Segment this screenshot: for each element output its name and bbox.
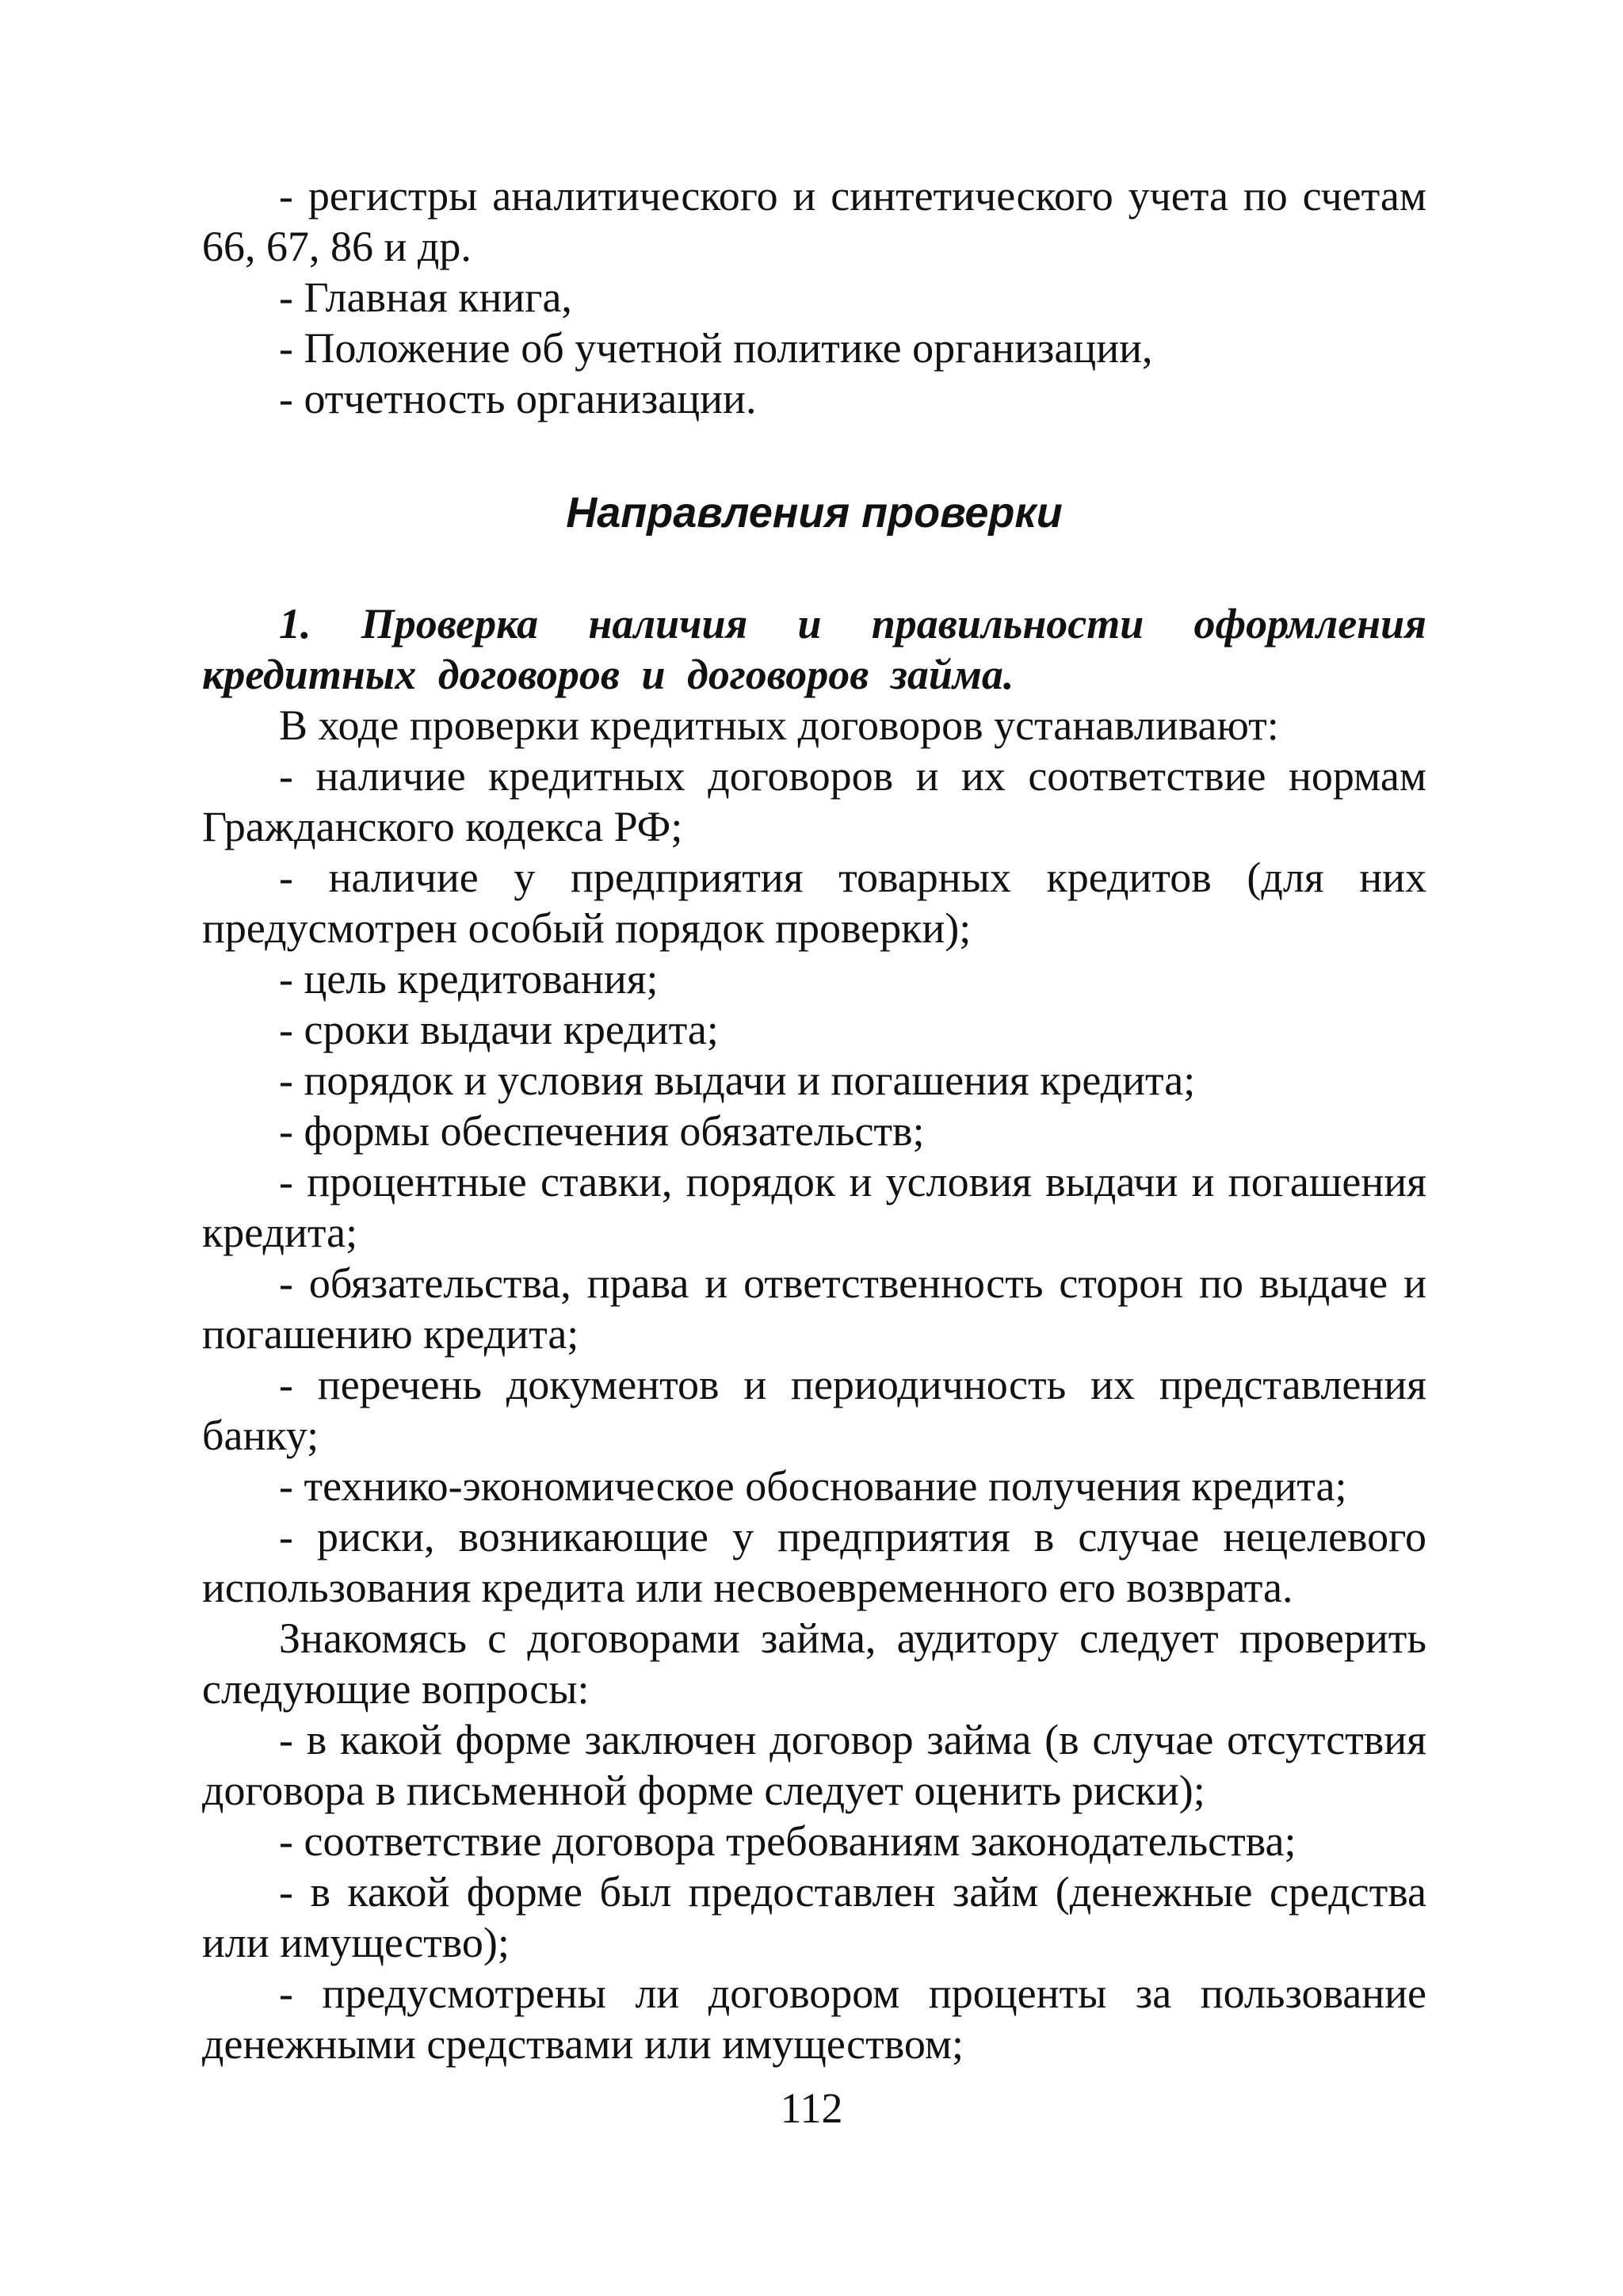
list-item: - Главная книга, [279, 273, 572, 321]
list-item: - регистры аналитического и синтетического учета по счетам 66, 67, 86 и др. [202, 172, 1426, 270]
page-content [202, 170, 1426, 2069]
list-item: - процентные ставки, порядок и условия выдачи и погашения кредита; [202, 1158, 1426, 1256]
loan-paragraph: Знакомясь с договорами займа, аудитору следует проверить следующие вопросы: [202, 1614, 1426, 1713]
list-item: - цель кредитования; [279, 955, 659, 1003]
list-item: - перечень документов и периодичность их представления банку; [202, 1361, 1426, 1459]
subsection-heading: 1. Проверка наличия и правильности оформления кредитных договоров и договоров займа. [202, 600, 1426, 698]
list-item: - наличие кредитных договоров и их соответствие нормам Гражданского кодекса РФ; [202, 752, 1426, 850]
list-item: - соответствие договора требованиям законодательства; [279, 1817, 1296, 1865]
list-item: - наличие у предприятия товарных кредитов (для них предусмотрен особый порядок проверки); [202, 854, 1426, 952]
list-item: - предусмотрены ли договором проценты за пользование денежными средствами или имуществом; [202, 1969, 1426, 2068]
list-item: - порядок и условия выдачи и погашения кредита; [279, 1056, 1196, 1104]
list-item: - обязательства, права и ответственность сторон по выдаче и погашению кредита; [202, 1259, 1426, 1358]
intro-paragraph: В ходе проверки кредитных договоров устанавливают: [279, 701, 1279, 749]
page-number: 112 [780, 2084, 843, 2132]
list-item: - в какой форме был предоставлен займ (денежные средства или имущество); [202, 1868, 1426, 1966]
list-item: - отчетность организации. [279, 375, 757, 422]
list-item: - в какой форме заключен договор займа (в случае отсутствия договора в письменной форме следует оценить риски); [202, 1716, 1426, 1814]
list-item: - риски, возникающие у предприятия в случае нецелевого использования кредита или несвоевременного его возврата. [202, 1513, 1426, 1611]
section-heading: Направления проверки [566, 489, 1063, 537]
list-item: - формы обеспечения обязательств; [279, 1107, 925, 1155]
list-item: - сроки выдачи кредита; [279, 1006, 719, 1053]
list-item: - Положение об учетной политике организации, [279, 324, 1153, 372]
list-item: - технико-экономическое обоснование получения кредита; [279, 1462, 1347, 1510]
